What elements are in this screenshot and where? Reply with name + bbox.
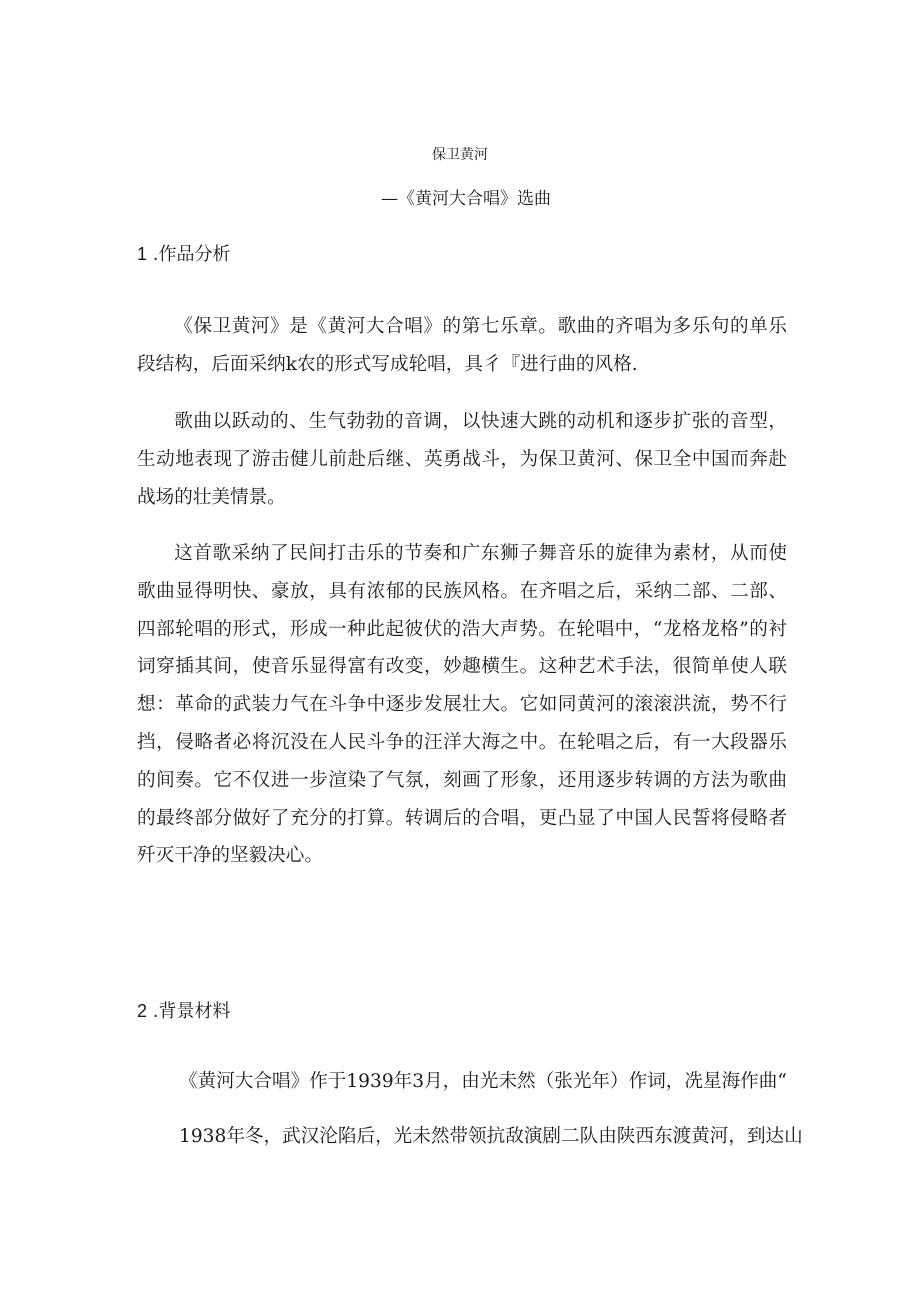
text-line: 《黄河大合唱》作于1939年3月，由光未然（张光年）作词，冼星海作曲“ <box>179 1071 787 1092</box>
section-heading-background <box>137 997 230 1023</box>
section-number: 1 <box>137 244 148 264</box>
section-number: 2 <box>137 1001 148 1021</box>
section-title: .背景材料 <box>152 1001 231 1022</box>
paragraph: 这首歌采纳了民间打击乐的节奏和广东狮子舞音乐的旋律为素材，从而使歌曲显得明快、豪放，具有浓郁的民族风格。在齐唱之后，采纳二部、二部、四部轮唱的形式，形成一种此起彼伏的浩大声势。在轮唱中，“龙格龙格”的衬词穿插其间，使音乐显得富有改变，妙趣横生。这种艺术手法，很简单使人联想：革命的武装力气在斗争中逐步发展壮大。它如同黄河的滚滚洪流，势不行挡，侵略者必将沉没在人民斗争的汪洋大海之中。在轮唱之后，有一大段器乐的间奏。它不仅进一步渲染了气氛，刻画了形象，还用逐步转调的方法为歌曲的最终部分做好了充分的打算。转调后的合唱，更凸显了中国人民誓将侵略者歼灭干净的坚毅决心。 <box>137 543 787 867</box>
section-title: .作品分析 <box>152 244 231 265</box>
paragraph: 《保卫黄河》是《黄河大合唱》的第七乐章。歌曲的齐唱为多乐句的单乐段结构，后面采纳k农的形式写成轮唱，具彳『进行曲的风格. <box>137 316 787 375</box>
document-subtitle: —《黄河大合唱》选曲 <box>381 189 551 209</box>
paragraph: 歌曲以跃动的、生气勃勃的音调，以快速大跳的动机和逐步扩张的音型，生动地表现了游击健儿前赴后继、英勇战斗，为保卫黄河、保卫全中国而奔赴战场的壮美情景。 <box>137 411 787 508</box>
text-line: 1938年冬，武汉沦陷后，光未然带领抗敌演剧二队由陕西东渡黄河，到达山 <box>179 1126 803 1147</box>
section-heading-analysis <box>137 240 230 266</box>
document-title: 保卫黄河 <box>432 147 488 163</box>
